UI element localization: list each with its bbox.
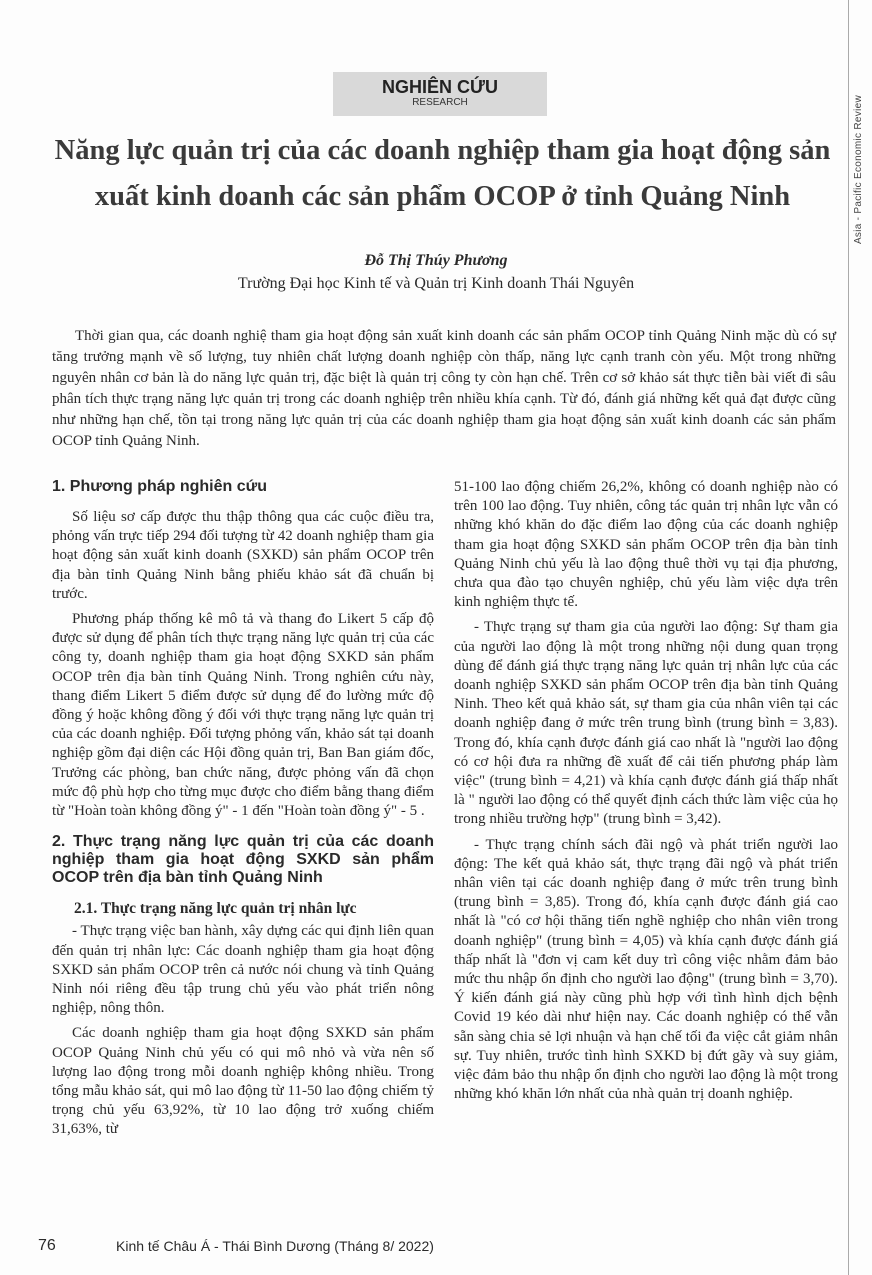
paragraph: Số liệu sơ cấp được thu thập thông qua các cuộc điều tra, phỏng vấn trực tiếp 294 đối tượng từ 42 doanh nghiệp tham gia hoạt động sản xuất kinh doanh (SXKD) sản phẩm OCOP trên địa bàn tỉnh Quảng Ninh bằng phiếu khảo sát đã chuẩn bị trước. — [52, 509, 434, 602]
abstract: Thời gian qua, các doanh nghiệ tham gia hoạt động sản xuất kinh doanh các sản phẩm OCOP tỉnh Quảng Ninh mặc dù có sự tăng trưởng mạnh về số lượng, tuy nhiên chất lượng doanh nghiệp còn thấp, năng lực cạnh tranh còn yếu. Một trong những nguyên nhân cơ bản là do năng lực quản trị, đặc biệt là quản trị công ty còn hạn chế. Trên cơ sở khảo sát thực tiễn bài viết đi sâu phân tích thực trạng năng lực quản trị trong các doanh nghiệp trên nhiều khía cạnh. Từ đó, đánh giá những kết quả đạt được cũng như những hạn chế, tồn tại trong năng lực quản trị của các doanh nghiệp tham gia hoạt động sản xuất kinh doanh các sản phẩm OCOP tỉnh Quảng Ninh. — [52, 328, 836, 449]
section-label: NGHIÊN CỨU — [382, 77, 498, 97]
footer-journal: Kinh tế Châu Á - Thái Bình Dương (Tháng 8/ 2022) — [116, 1238, 434, 1254]
subsection-heading: 2.1. Thực trạng năng lực quản trị nhân lực — [74, 900, 357, 918]
right-column — [454, 478, 838, 1111]
article-title: Năng lực quản trị của các doanh nghiệp tham gia hoạt động sản xuất kinh doanh các sản phẩm OCOP ở tỉnh Quảng Ninh — [54, 135, 831, 212]
page-number: 76 — [38, 1237, 56, 1254]
article-author: Đỗ Thị Thúy Phương — [364, 252, 508, 269]
left-column — [52, 478, 434, 1146]
side-rule — [848, 0, 849, 1275]
paragraph: - Thực trạng chính sách đãi ngộ và phát triển người lao động: The kết quả khảo sát, thực trạng đãi ngộ và phát triển nhân viên tại các doanh nghiệp đang ở mức trên trung bình (trung bình = 3,85). Trong đó, khía cạnh được đánh giá cao nhất là "có cơ hội thăng tiến nghề nghiệp cho nhân viên trong doanh nghiệp" (trung bình = 4,05) và khía cạnh được đánh giá thấp nhất là "đơn vị cam kết duy trì công việc nhằm đảm bảo mức thu nhập ổn định cho người lao động" (trung bình = 3,70). Ý kiến đánh giá này cũng phù hợp với tình hình dịch bệnh Covid 19 kéo dài như hiện nay. Các doanh nghiệp có thể vẫn sẵn sàng chia sẻ lợi nhuận và hạn chế tối đa việc cắt giảm nhân sự. Tuy nhiên, trước tình hình SXKD bị đứt gãy và suy giảm, việc đảm bảo thu nhập ổn định cho người lao động là một trong những khó khăn lớn nhất của nhà quản trị doanh nghiệp. — [454, 836, 838, 1103]
section-sublabel: RESEARCH — [412, 97, 468, 108]
paragraph: Phương pháp thống kê mô tả và thang đo Likert 5 cấp độ được sử dụng để phân tích thực trạng năng lực quản trị của các công ty, doanh nghiệp tham gia hoạt động SXKD sản phẩm OCOP trên địa bàn tỉnh Quảng Ninh. Trong nghiên cứu này, thang điểm Likert 5 điểm được sử dụng để đo lường mức độ đồng ý hoặc không đồng ý đối với thực trạng năng lực quản trị của các doanh nghiệp. Đối tượng phỏng vấn, khảo sát tại doanh nghiệp gồm đại diện các Hội đồng quản trị, Ban Ban giám đốc, Trưởng các phòng, ban chức năng, được phỏng vấn đã chọn mức độ phù hợp cho từng mục được cho điểm bằng thang điểm từ "Hoàn toàn không đồng ý" - 1 đến "Hoàn toàn đồng ý" - 5 . — [52, 611, 434, 820]
paragraph: - Thực trạng sự tham gia của người lao động: Sự tham gia của người lao động là một trong những nội dung quan trọng dùng để đánh giá thực trạng năng lực quản trị nhân lực của các doanh nghiệp SXKD sản phẩm OCOP trên địa bàn tỉnh Quảng Ninh. Theo kết quả khảo sát, sự tham gia của nhân viên tại các doanh nghiệp đang ở mức trên trung bình (trung bình = 3,83). Trong đó, khía cạnh được đánh giá cao nhất là "người lao động có cơ hội đưa ra những đề xuất để cải tiến phương pháp làm việc" (trung bình = 4,21) và khía cạnh được đánh giá thấp nhất là " người lao động có thể quyết định cách thức làm việc của họ trong nhiều trường hợp" (trung bình = 3,42). — [454, 619, 838, 828]
section-heading-2: 2. Thực trạng năng lực quản trị của các doanh nghiệp tham gia hoạt động SXKD sản phẩm OCOP trên địa bàn tỉnh Quảng Ninh — [52, 833, 434, 887]
paragraph: - Thực trạng việc ban hành, xây dựng các qui định liên quan đến quản trị nhân lực: Các doanh nghiệp tham gia hoạt động SXKD sản phẩm OCOP trên cả nước nói chung và tỉnh Quảng Ninh nói riêng đều tập trung chủ yếu vào phát triển nông nghiệp, nông thôn. — [52, 923, 434, 1017]
section-heading-1: 1. Phương pháp nghiên cứu — [52, 478, 267, 495]
paragraph: 51-100 lao động chiếm 26,2%, không có doanh nghiệp nào có trên 100 lao động. Tuy nhiên, công tác quản trị nhân lực vẫn có những khó khăn do đặc điểm lao động của các doanh nghiệp tham gia hoạt động SXKD sản phẩm OCOP trên địa bàn tỉnh Quảng Ninh chủ yếu là lao động thuê thời vụ tại địa phương, chưa qua đào tạo chuyên nghiệp, chủ yếu làm việc dựa trên kinh nghiệm thực tế. — [454, 479, 838, 611]
journal-side-label: Asia - Pacific Economic Review — [853, 95, 864, 245]
paragraph: Các doanh nghiệp tham gia hoạt động SXKD sản phẩm OCOP Quảng Ninh chủ yếu có qui mô nhỏ và vừa nên số lượng lao động trong mỗi doanh nghiệp không nhiều. Trong tổng mẫu khảo sát, qui mô lao động từ 11-50 lao động chiếm tỷ trọng chủ yếu 63,92%, từ 10 lao động trở xuống chiếm 31,63%, từ — [52, 1025, 434, 1138]
author-affiliation: Trường Đại học Kinh tế và Quản trị Kinh doanh Thái Nguyên — [237, 275, 635, 292]
section-header — [333, 72, 547, 116]
